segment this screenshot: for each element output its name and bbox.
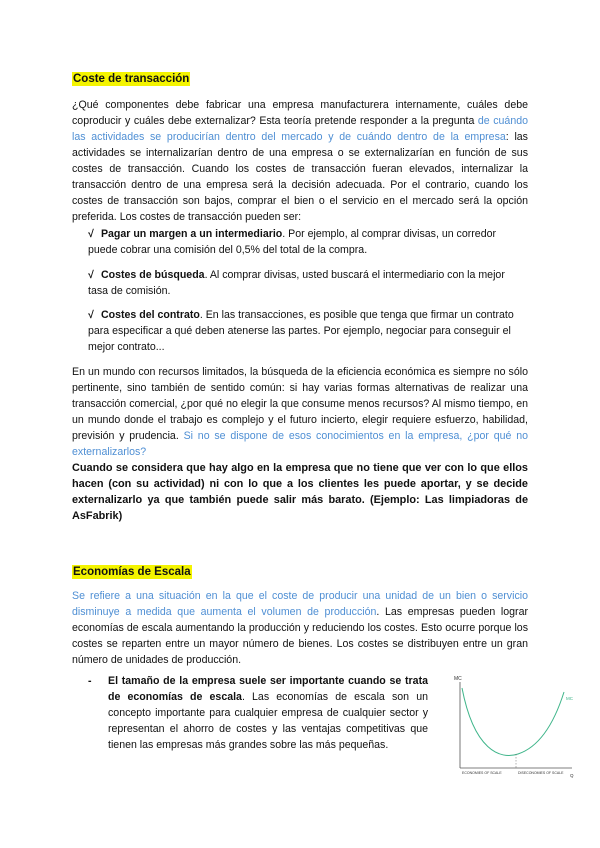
check-icon: √: [88, 269, 94, 281]
intro-text-a: ¿Qué componentes debe fabricar una empresa manufacturera internamente, cuáles debe coproducir y cuáles debe externalizar? Esta teoría pretende responder a la pregunta: [72, 99, 528, 127]
paragraph-intro-escala: [72, 588, 528, 668]
section-heading-coste-transaccion: Coste de transacción: [73, 73, 190, 85]
chart-x-label: Q: [570, 773, 574, 778]
escala-text: . Las empresas pueden lograr economías de escala aumentando la producción y reduciendo los costes. Esto ocurre porque los costes se reparten entre un mayor número de bienes. Los costes se distribuyen entre un gran número de unidades de producción.: [72, 606, 528, 666]
list-item-tamano-empresa: [88, 673, 428, 753]
para2-highlight: Si no se dispone de esos conocimientos en la empresa, ¿por qué no externalizarlos?: [72, 430, 528, 458]
intro-highlight: de cuándo las actividades se producirían dentro del mercado y de cuándo dentro de la empresa: [72, 115, 528, 143]
list-item-rest: . Las economías de escala son un concepto importante para cualquier empresa de cualquier sector y representan el ahorro de costes y las ventajas competitivas que tienen las empresas más grandes sobre las más pequeñas.: [108, 691, 428, 751]
dash-bullet: -: [88, 675, 92, 687]
economies-of-scale-chart: [448, 670, 576, 780]
bullet-item-contrato: [88, 307, 518, 355]
paragraph-externalizar-bold: Cuando se considera que hay algo en la empresa que no tiene que ver con lo que ellos hacen (con su actividad) ni con lo que a los clientes les puede aportar, y se decide externalizarlo ya que también puede salir más barato. (Ejemplo: Las limpiadoras de AsFabrik): [72, 462, 528, 522]
bullet-title: Costes del contrato: [100, 309, 200, 321]
list-item-bold: El tamaño de la empresa suele ser importante cuando se trata de economías de escala: [108, 675, 428, 703]
check-icon: √: [88, 228, 94, 240]
curve-label: MC: [566, 696, 573, 701]
bullet-text: . En las transacciones, es posible que tenga que firmar un contrato para especificar a qué deben atenerse las partes. Por ejemplo, negociar para conseguir el mejor contrato...: [88, 309, 514, 353]
bullet-text: . Por ejemplo, al comprar divisas, un corredor puede cobrar una comisión del 0,5% del total de la compra.: [88, 228, 497, 256]
check-icon: √: [88, 309, 94, 321]
section-heading-economias-escala: Economías de Escala: [73, 566, 191, 578]
escala-highlight: Se refiere a una situación en la que el coste de producir una unidad de un bien o servicio disminuye a medida que aumenta el volumen de producción: [72, 590, 528, 618]
bullet-title: Costes de búsqueda: [100, 269, 205, 281]
paragraph-eficiencia: [72, 364, 528, 460]
bullet-title: Pagar un margen a un intermediario: [100, 228, 283, 240]
diseconomies-label: DISECONOMIES OF SCALE: [518, 771, 564, 775]
para2-text: En un mundo con recursos limitados, la búsqueda de la eficiencia económica es siempre no sólo pertinente, sino también de sentido común: si hay varias formas alternativas de realizar una transacción comercial, ¿por qué no elegir la que consume menos recursos? Al mismo tiempo, en un mundo donde el trabajo es complejo y el futuro incierto, elegir requiere esfuerzo, habilidad, previsión y prudencia.: [72, 366, 528, 442]
bullet-text: . Al comprar divisas, usted buscará el intermediario con la mejor tasa de comisión.: [88, 269, 505, 297]
paragraph-intro-transaccion: [72, 97, 528, 225]
intro-text-b: : las actividades se internalizarían dentro de una empresa o se externalizarían en función de sus costes de transacción. Cuando los costes de transacción fueran elevados, internalizar la transacción dentro de una empresa será la decisión adecuada. Por el contrario, cuando los costes de transacción son bajos, comprar el bien o el servicio en el mercado será la opción preferida. Los costes de transacción pueden ser:: [72, 131, 528, 223]
list-item-text: [108, 673, 428, 753]
bullet-item-intermediario: [88, 226, 518, 258]
economies-label: ECONOMIES OF SCALE: [462, 771, 502, 775]
chart-y-label: MC: [454, 676, 462, 682]
mc-curve: [462, 688, 564, 756]
bullet-item-busqueda: [88, 267, 518, 299]
